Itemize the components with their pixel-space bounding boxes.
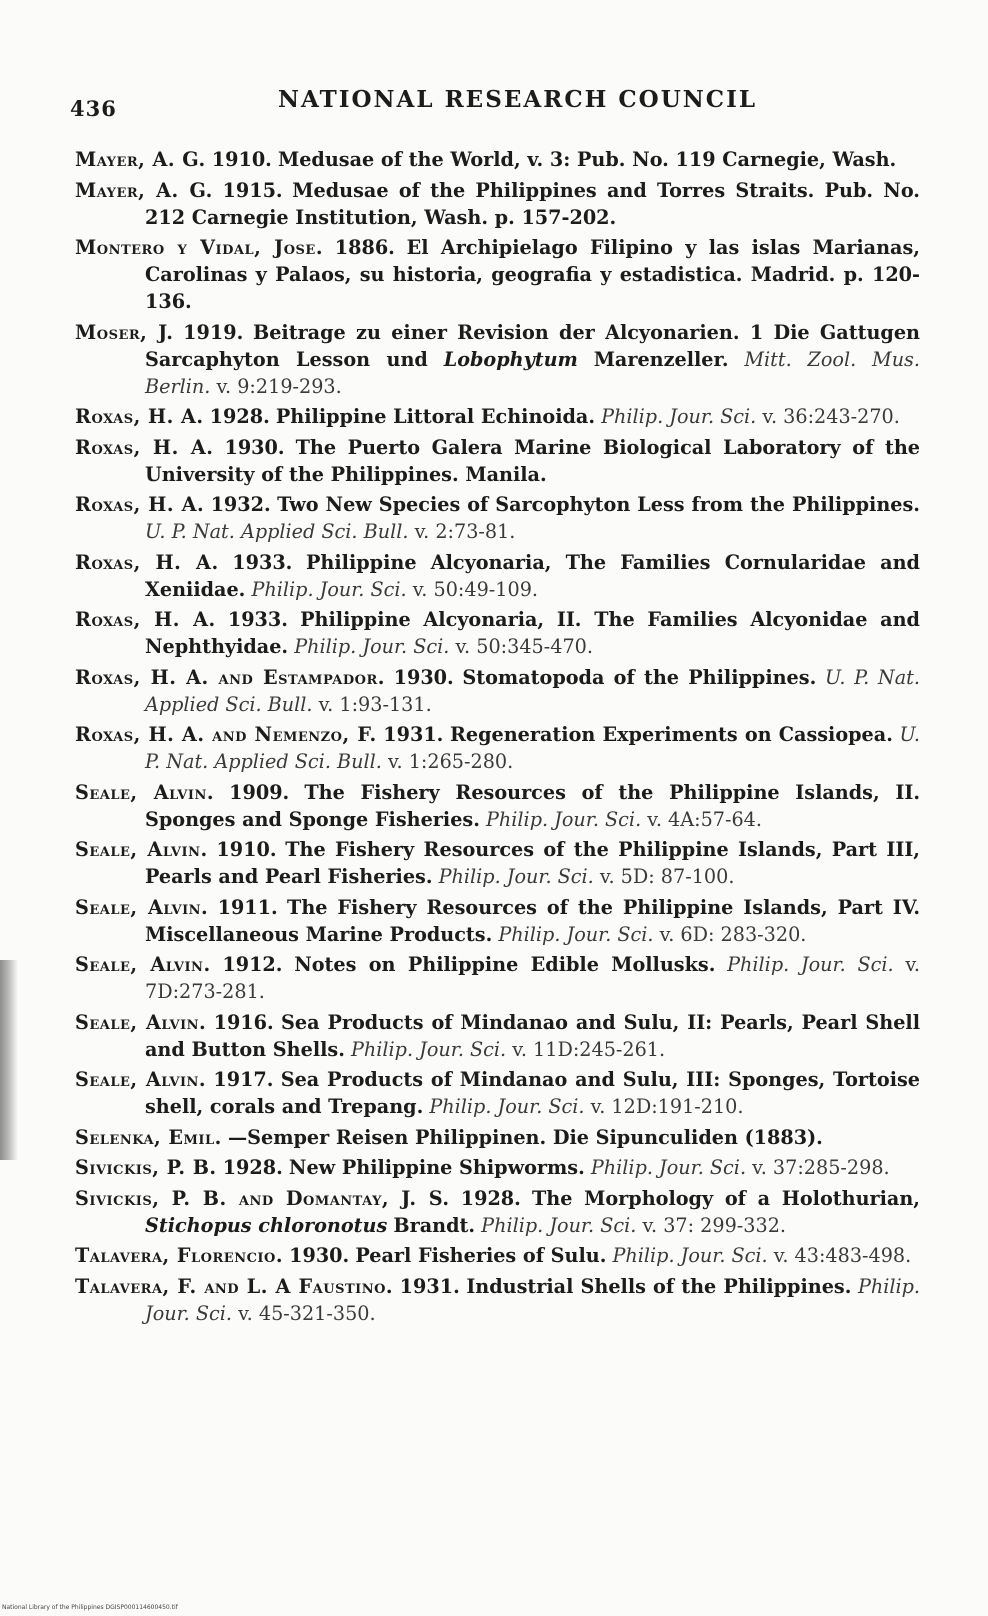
entry-author: Montero y Vidal, Jose. xyxy=(75,236,323,259)
entry-year: 1931. xyxy=(399,1274,460,1298)
bibliography-entry xyxy=(75,1154,920,1181)
entry-title: Medusae of the World, v. 3: Pub. No. 119 Carnegie, Wash. xyxy=(277,148,897,171)
entry-volume: v. 37:285-298. xyxy=(752,1156,890,1179)
bibliography-entry xyxy=(75,1009,920,1063)
entry-title: The Fishery Resources of the Philippine Islands, Part IV. Miscellaneous Marine Products. xyxy=(145,895,920,946)
binding-shadow xyxy=(0,960,18,1160)
entry-author: Seale, Alvin. xyxy=(75,953,211,976)
bibliography-entry xyxy=(75,434,920,488)
entry-year: 1910. xyxy=(211,148,272,171)
entry-volume: v. 6D: 283-320. xyxy=(659,922,807,946)
entry-year: 1912. xyxy=(222,953,283,976)
bibliography-entry xyxy=(75,1124,920,1151)
entry-volume: v. 5D: 87-100. xyxy=(599,865,735,888)
entry-journal: U. P. Nat. Applied Sci. Bull. xyxy=(145,723,920,773)
entry-title: Industrial Shells of the Philippines. xyxy=(466,1274,852,1298)
entry-title: New Philippine Shipworms. xyxy=(288,1156,585,1179)
bibliography-entry xyxy=(75,234,920,315)
entry-year: 1886. xyxy=(334,236,395,259)
entry-year: 1930. xyxy=(289,1244,350,1267)
entry-year: 1909. xyxy=(229,780,290,804)
bibliography-entry xyxy=(75,721,920,775)
entry-author: Sivickis, P. B. xyxy=(75,1156,217,1179)
entry-author: Moser, J. xyxy=(75,320,174,344)
entry-author: Mayer, A. G. xyxy=(75,178,213,202)
entry-title: The Fishery Resources of the Philippine Islands, Part III, Pearls and Pearl Fisheries. xyxy=(145,838,920,888)
entry-year: 1932. xyxy=(210,493,271,516)
entry-title: Sea Products of Mindanao and Sulu, II: Pearls, Pearl Shell and Button Shells. xyxy=(145,1010,921,1061)
entry-volume: v. 1:265-280. xyxy=(387,750,514,773)
entry-journal: Philip. Jour. Sci. xyxy=(727,953,894,976)
entry-title: Philippine Littoral Echinoida. xyxy=(275,405,596,428)
entry-volume: v. 2:73-81. xyxy=(414,520,516,543)
entry-journal: Philip. Jour. Sci. xyxy=(145,1274,921,1325)
bibliography-entry xyxy=(75,491,920,545)
entry-title: —Semper Reisen Philippinen. Die Sipunculiden (1883). xyxy=(227,1125,823,1149)
bibliography-entry xyxy=(75,606,920,660)
bibliography-entry xyxy=(75,1273,920,1327)
bibliography-list xyxy=(75,146,920,1330)
entry-title: Stomatopoda of the Philippines. xyxy=(462,665,817,689)
entry-journal: U. P. Nat. Applied Sci. Bull. xyxy=(145,520,409,543)
entry-title: El Archipielago Filipino y las islas Marianas, Carolinas y Palaos, su historia, geografia y estadistica. Madrid. p. 120-136. xyxy=(145,236,920,313)
entry-author: Roxas, H. A. xyxy=(75,608,216,631)
entry-journal: Philip. Jour. Sci. xyxy=(429,1095,585,1118)
entry-author: Talavera, Florencio. xyxy=(75,1244,284,1267)
entry-author: Roxas, H. A. and Nemenzo, F. xyxy=(75,723,377,746)
entry-title: Two New Species of Sarcophyton Less from the Philippines. xyxy=(277,493,920,516)
bibliography-entry xyxy=(75,403,920,430)
entry-author: Mayer, A. G. xyxy=(75,148,206,171)
entry-journal: Philip. Jour. Sci. xyxy=(601,405,757,428)
entry-title: Philippine Alcyonaria, II. The Families Alcyonidae and Nephthyidae. xyxy=(145,608,920,658)
entry-species: Stichopus chloronotus xyxy=(145,1213,388,1237)
entry-author: Roxas, H. A. xyxy=(75,493,205,516)
entry-year: 1910. xyxy=(216,838,277,861)
page-number: 436 xyxy=(70,96,117,121)
entry-journal: Philip. Jour. Sci. xyxy=(498,922,654,946)
entry-journal: Philip. Jour. Sci. xyxy=(294,635,450,658)
entry-author: Seale, Alvin. xyxy=(75,895,209,919)
bibliography-entry xyxy=(75,894,920,948)
entry-year: 1933. xyxy=(227,608,288,631)
entry-volume: v. 12D:191-210. xyxy=(590,1095,744,1118)
bibliography-entry xyxy=(75,319,920,400)
entry-volume: v. 43:483-498. xyxy=(773,1244,912,1267)
entry-author: Talavera, F. and L. A Faustino. xyxy=(75,1274,394,1298)
bibliography-entry xyxy=(75,177,920,231)
entry-author: Roxas, H. A. xyxy=(75,550,219,574)
entry-year: 1916. xyxy=(213,1010,274,1034)
entry-journal: Philip. Jour. Sci. xyxy=(612,1244,768,1267)
entry-author: Roxas, H. A. xyxy=(75,435,214,459)
entry-author: Roxas, H. A. xyxy=(75,405,204,428)
entry-species: Lobophytum xyxy=(443,347,578,371)
entry-volume: v. 9:219-293. xyxy=(216,374,342,398)
entry-year: 1930. xyxy=(393,665,454,689)
entry-volume: v. 50:49-109. xyxy=(412,577,539,601)
entry-title: Philippine Alcyonaria, The Families Cornularidae and Xeniidae. xyxy=(145,550,920,601)
bibliography-entry xyxy=(75,1066,920,1120)
entry-title: Sea Products of Mindanao and Sulu, III: Sponges, Tortoise shell, corals and Trepang. xyxy=(145,1068,920,1118)
entry-title-continued: Brandt. xyxy=(393,1213,476,1237)
entry-title: Regeneration Experiments on Cassiopea. xyxy=(449,723,893,746)
entry-journal: Philip. Jour. Sci. xyxy=(486,807,642,831)
entry-title: Pearl Fisheries of Sulu. xyxy=(355,1244,607,1267)
entry-year: 1911. xyxy=(217,895,278,919)
scan-credit: National Library of the Philippines DGISP000114600450.tif xyxy=(2,1604,178,1611)
entry-year: 1917. xyxy=(213,1068,274,1091)
entry-journal: Philip. Jour. Sci. xyxy=(590,1156,747,1179)
entry-title: The Fishery Resources of the Philippine Islands, II. Sponges and Sponge Fisheries. xyxy=(145,780,920,831)
entry-volume: v. 37: 299-332. xyxy=(642,1213,787,1237)
entry-journal: Philip. Jour. Sci. xyxy=(438,865,594,888)
entry-volume: v. 7D:273-281. xyxy=(145,953,920,1003)
bibliography-entry xyxy=(75,836,920,890)
entry-year: 1915. xyxy=(222,178,283,202)
bibliography-entry xyxy=(75,1185,920,1239)
entry-author: Seale, Alvin. xyxy=(75,1010,207,1034)
page-header xyxy=(70,82,950,122)
entry-journal: U. P. Nat. Applied Sci. Bull. xyxy=(145,665,920,716)
entry-title: The Puerto Galera Marine Biological Laboratory of the University of the Philippines. Manila. xyxy=(145,435,920,486)
entry-author: Selenka, Emil. xyxy=(75,1125,222,1149)
entry-author: Seale, Alvin. xyxy=(75,780,215,804)
entry-volume: v. 11D:245-261. xyxy=(512,1037,666,1061)
bibliography-entry xyxy=(75,549,920,603)
entry-year: 1931. xyxy=(383,723,444,746)
entry-title: Medusae of the Philippines and Torres Straits. Pub. No. 212 Carnegie Institution, Wash. p. 157-202. xyxy=(145,178,920,229)
bibliography-entry xyxy=(75,664,920,718)
entry-volume: v. 50:345-470. xyxy=(455,635,593,658)
entry-year: 1919. xyxy=(183,320,244,344)
entry-author: Sivickis, P. B. and Domantay, J. S. xyxy=(75,1186,450,1210)
entry-journal: Philip. Jour. Sci. xyxy=(351,1037,507,1061)
entry-year: 1933. xyxy=(232,550,293,574)
bibliography-entry xyxy=(75,951,920,1005)
bibliography-entry xyxy=(75,1242,920,1269)
entry-title: Beitrage zu einer Revision der Alcyonarien. 1 Die Gattugen Sarcaphyton Lesson und xyxy=(145,320,920,371)
entry-title-continued: Marenzeller. xyxy=(593,347,729,371)
running-title: NATIONAL RESEARCH COUNCIL xyxy=(278,86,758,113)
entry-journal: Philip. Jour. Sci. xyxy=(251,577,407,601)
entry-year: 1928. xyxy=(460,1186,521,1210)
bibliography-entry xyxy=(75,146,920,173)
entry-year: 1928. xyxy=(209,405,270,428)
entry-title: The Morphology of a Holothurian, xyxy=(531,1186,920,1210)
entry-volume: v. 36:243-270. xyxy=(762,405,900,428)
entry-journal: Mitt. Zool. Mus. Berlin. xyxy=(145,347,920,398)
bibliography-entry xyxy=(75,779,920,833)
entry-author: Seale, Alvin. xyxy=(75,1068,207,1091)
entry-year: 1930. xyxy=(224,435,285,459)
entry-journal: Philip. Jour. Sci. xyxy=(481,1213,637,1237)
entry-title: Notes on Philippine Edible Mollusks. xyxy=(294,953,716,976)
entry-volume: v. 1:93-131. xyxy=(318,692,432,716)
entry-volume: v. 45-321-350. xyxy=(238,1301,376,1325)
entry-year: 1928. xyxy=(222,1156,283,1179)
entry-volume: v. 4A:57-64. xyxy=(647,807,762,831)
entry-author: Seale, Alvin. xyxy=(75,838,208,861)
entry-author: Roxas, H. A. and Estampador. xyxy=(75,665,385,689)
